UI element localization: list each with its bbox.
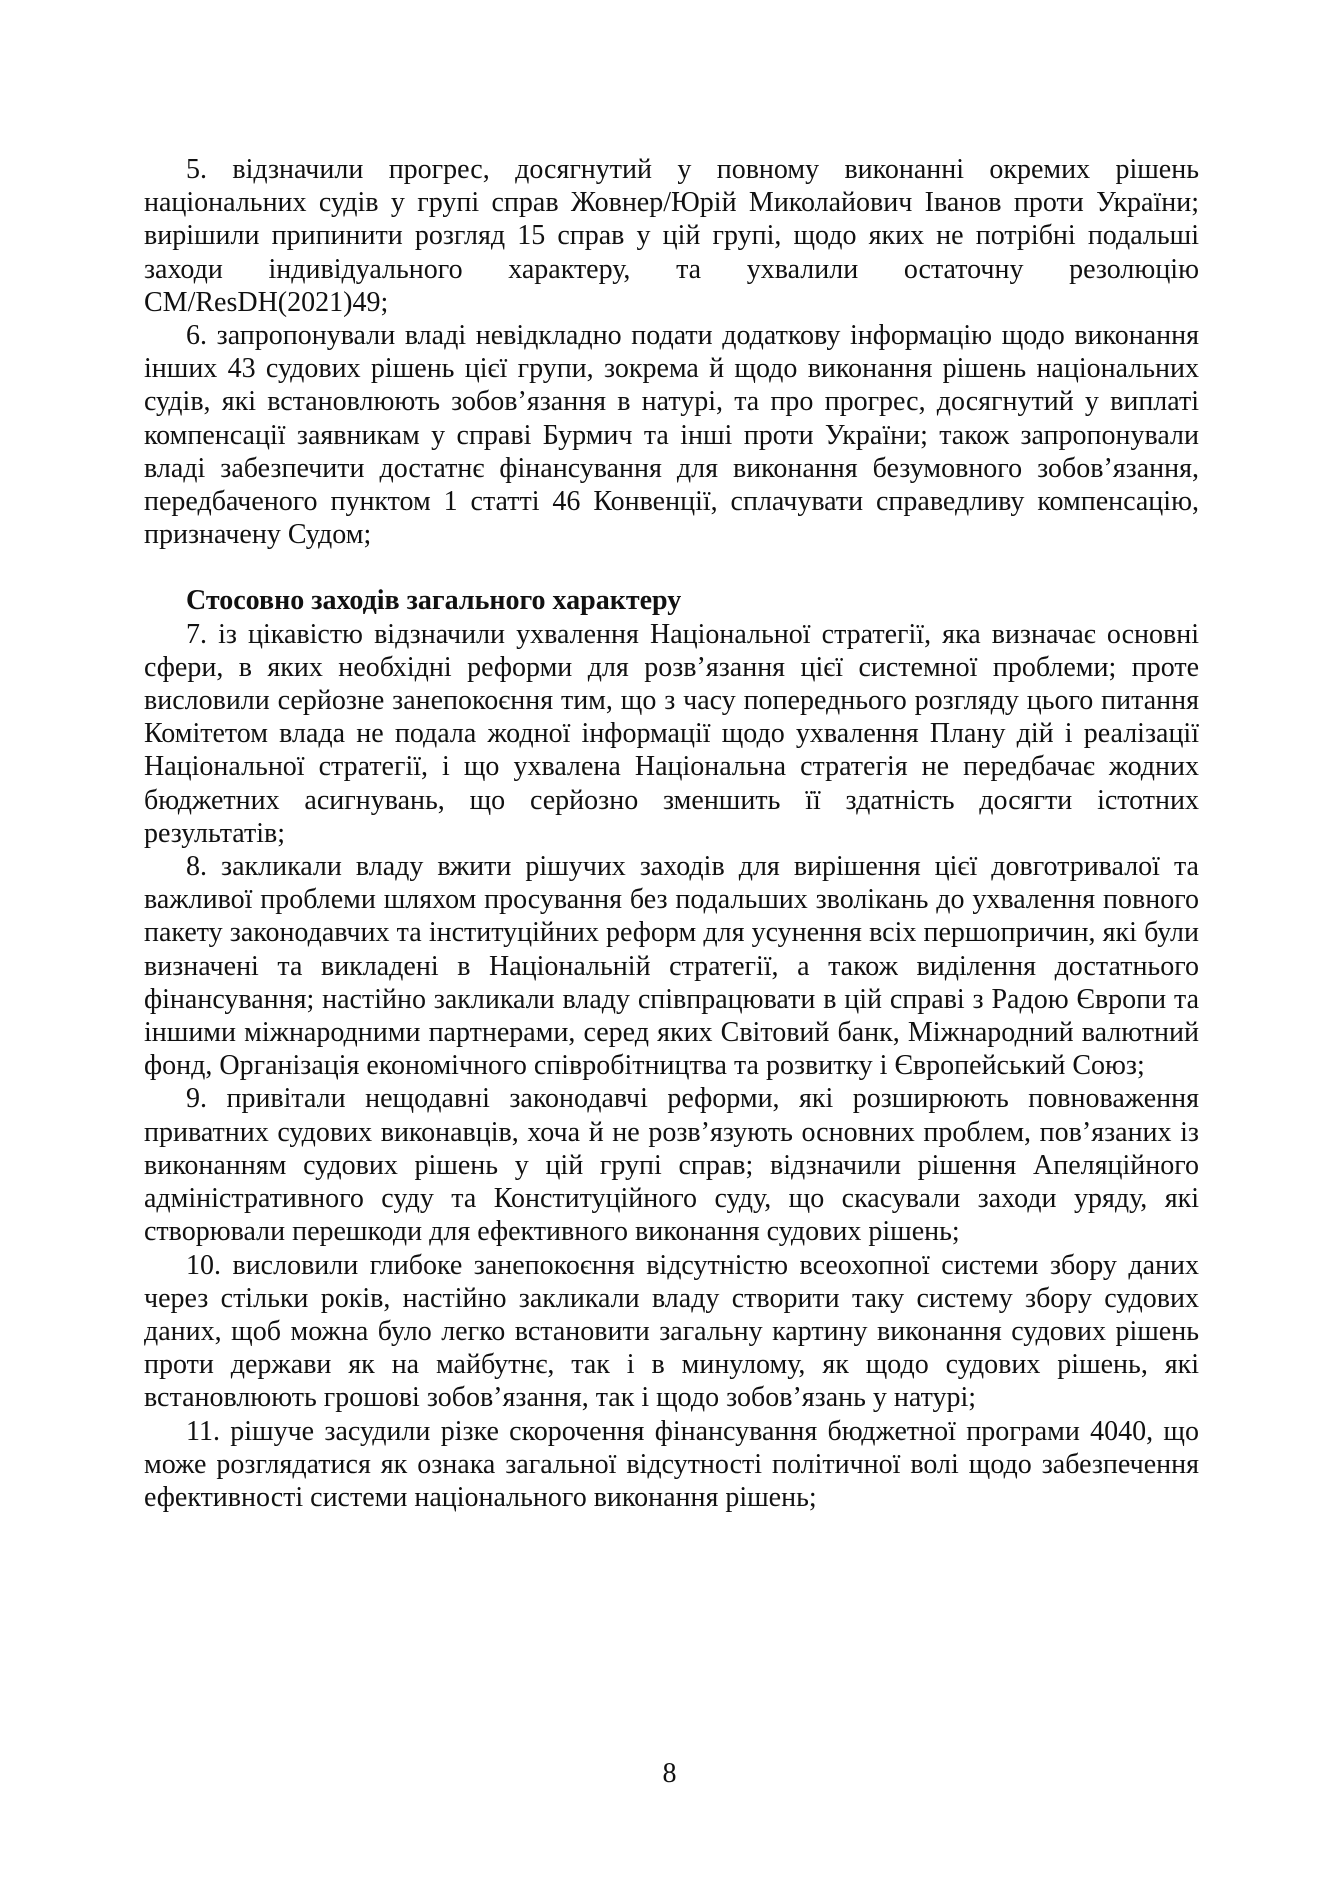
paragraph-7: 7. із цікавістю відзначили ухвалення Національної стратегії, яка визначає основні сфери, в яких необхідні реформи для розв’язання цієї системної проблеми; проте висловили серйозне занепокоєння тим, що з часу попереднього розгляду цього питання Комітетом влада не подала жодної інформації щодо ухвалення Плану дій і реалізації Національної стратегії, і що ухвалена Національна стратегія не передбачає жодних бюджетних асигнувань, що серйозно зменшить її здатність досягти істотних результатів; <box>144 618 1199 849</box>
section-heading: Стосовно заходів загального характеру <box>186 585 682 617</box>
page-number: 8 <box>662 1758 677 1789</box>
paragraph-10: 10. висловили глибоке занепокоєння відсутністю всеохопної системи збору даних через стільки років, настійно закликали владу створити таку систему збору судових даних, щоб можна було легко встановити загальну картину виконання судових рішень проти держави як на майбутнє, так і в минулому, як щодо судових рішень, які встановлюють грошові зобов’язання, так і щодо зобов’язань у натурі; <box>144 1249 1199 1414</box>
paragraph-11: 11. рішуче засудили різке скорочення фінансування бюджетної програми 4040, що може розглядатися як ознака загальної відсутності політичної волі щодо забезпечення ефективності системи національного виконання рішень; <box>144 1415 1199 1513</box>
page-body <box>144 153 1199 1514</box>
paragraph-6: 6. запропонували владі невідкладно подати додаткову інформацію щодо виконання інших 43 судових рішень цієї групи, зокрема й щодо виконання рішень національних судів, які встановлюють зобов’язання в натурі, та про прогрес, досягнутий у виплаті компенсації заявникам у справі Бурмич та інші проти України; також запропонували владі забезпечити достатнє фінансування для виконання безумовного зобов’язання, передбаченого пунктом 1 статті 46 Конвенції, сплачувати справедливу компенсацію, призначену Судом; <box>144 320 1199 551</box>
paragraph-5: 5. відзначили прогрес, досягнутий у повному виконанні окремих рішень національних судів у групі справ Жовнер/Юрій Миколайович Іванов проти України; вирішили припинити розгляд 15 справ у цій групі, щодо яких не потрібні подальші заходи індивідуального характеру, та ухвалили остаточну резолюцію CM/ResDH(2021)49; <box>144 154 1199 318</box>
paragraph-9: 9. привітали нещодавні законодавчі реформи, які розширюють повноваження приватних судових виконавців, хоча й не розв’язують основних проблем, пов’язаних із виконанням судових рішень у цій групі справ; відзначили рішення Апеляційного адміністративного суду та Конституційного суду, що скасували заходи уряду, які створювали перешкоди для ефективного виконання судових рішень; <box>144 1083 1199 1248</box>
paragraph-8: 8. закликали владу вжити рішучих заходів для вирішення цієї довготривалої та важливої проблеми шляхом просування без подальших зволікань до ухвалення повного пакету законодавчих та інституційних реформ для усунення всіх першопричин, які були визначені та викладені в Національній стратегії, а також виділення достатнього фінансування; настійно закликали владу співпрацювати в цій справі з Радою Європи та іншими міжнародними партнерами, серед яких Світовий банк, Міжнародний валютний фонд, Організація економічного співробітництва та розвитку і Європейський Союз; <box>144 851 1199 1082</box>
